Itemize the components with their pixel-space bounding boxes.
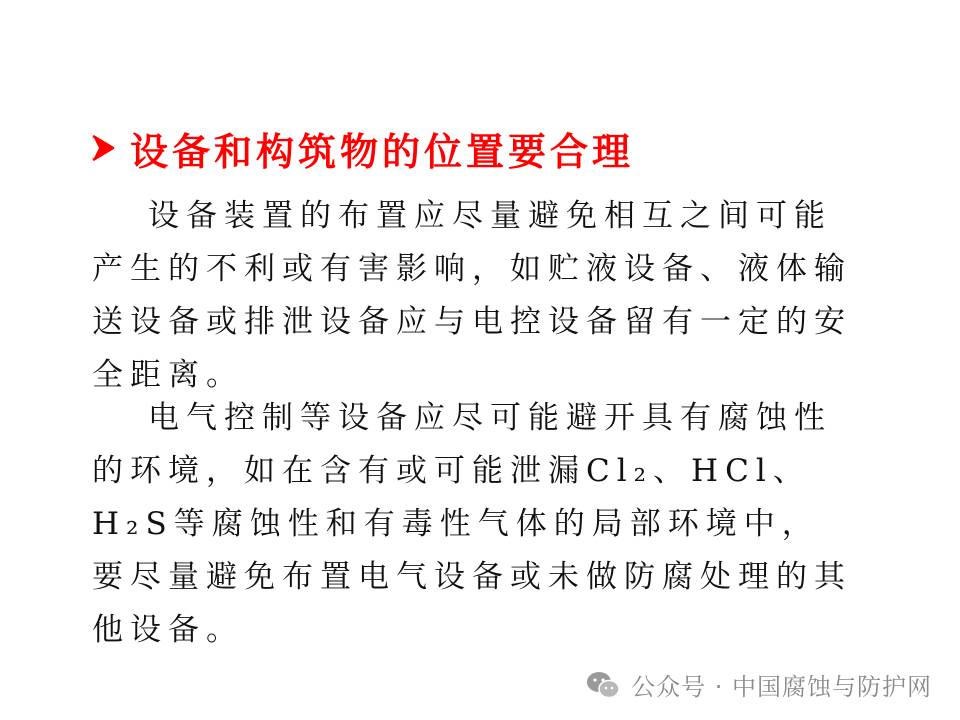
wechat-icon xyxy=(585,670,621,700)
slide-heading xyxy=(90,120,634,176)
paragraph-2: 电气控制等设备应尽可能避开具有腐蚀性的环境，如在含有或可能泄漏Cl₂、HCl、H₂S等腐蚀性和有毒性气体的局部环境中，要尽量避免布置电气设备或未做防腐处理的其他设备。 xyxy=(92,400,852,648)
heading-text: 设备和构筑物的位置要合理 xyxy=(130,128,635,174)
paragraph-1: 设备装置的布置应尽量避免相互之间可能产生的不利或有害影响，如贮液设备、液体输送设备或排泄设备应与电控设备留有一定的安全距离。 xyxy=(92,198,852,393)
watermark xyxy=(585,667,932,702)
watermark-text: 公众号 · 中国腐蚀与防护网 xyxy=(631,673,932,701)
arrow-bullet-icon xyxy=(90,133,116,163)
